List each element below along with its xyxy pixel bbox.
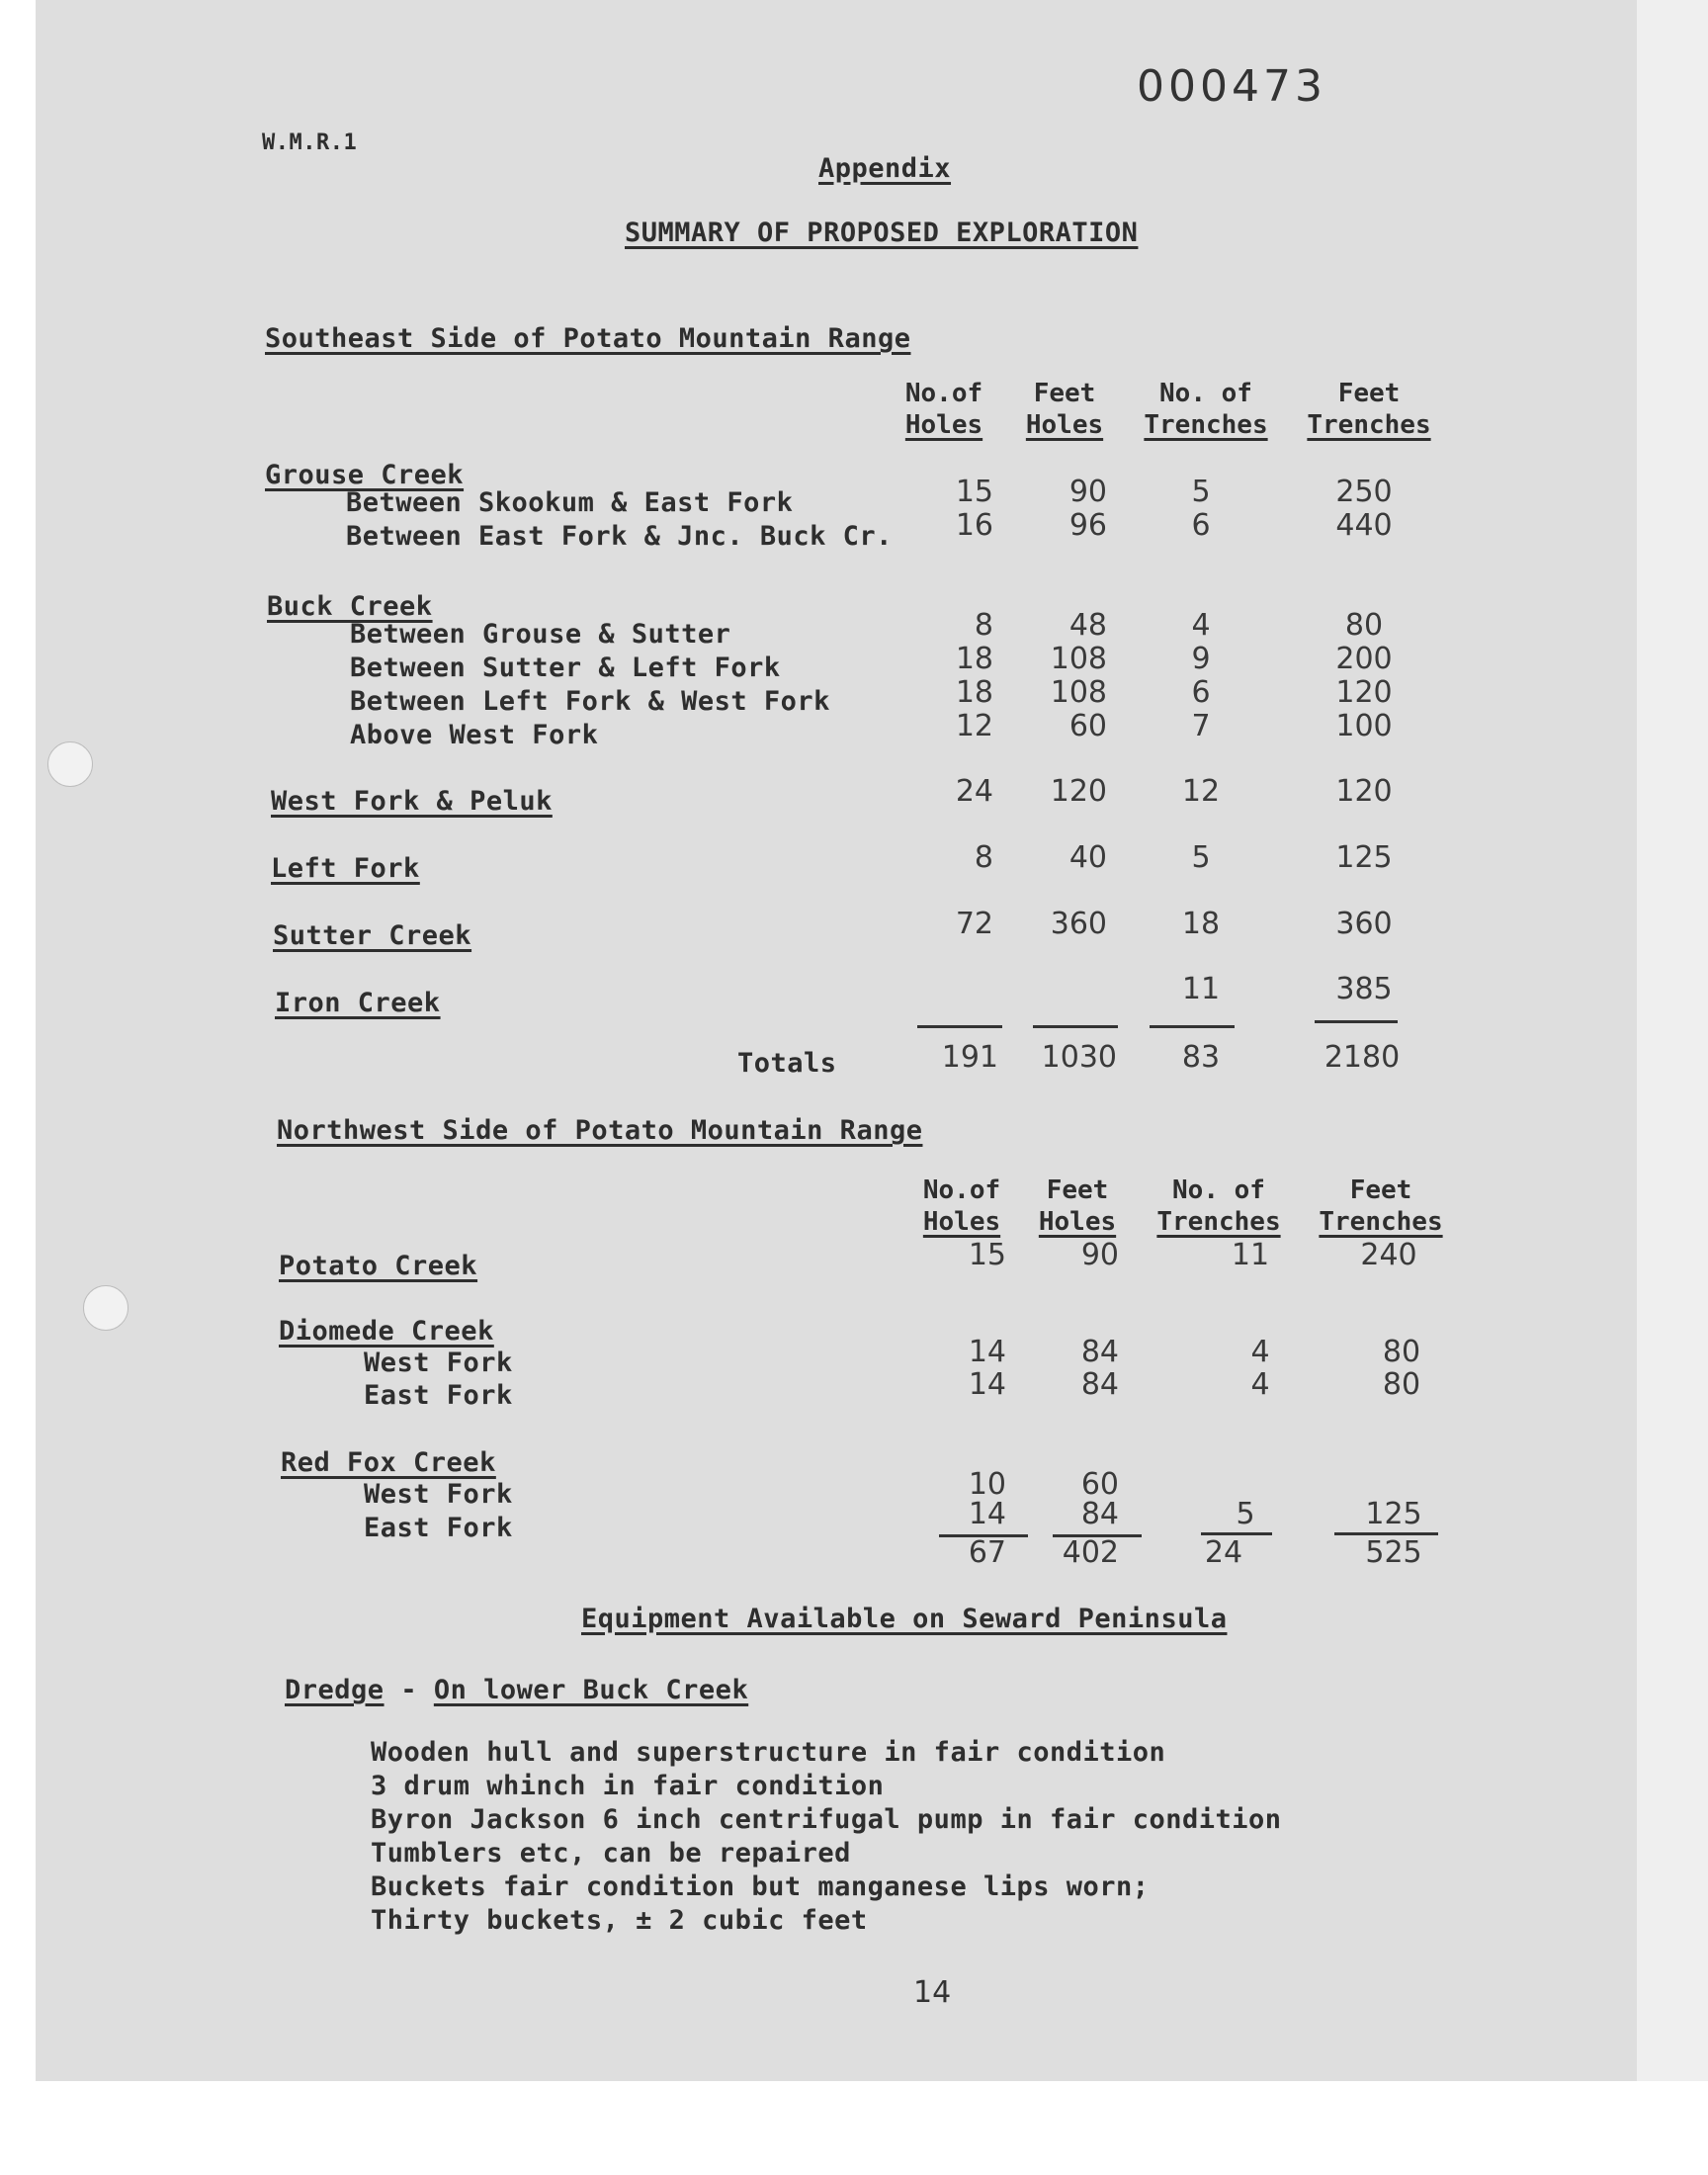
sum-rule — [1315, 1020, 1398, 1023]
se-col-holes-header: No.of Holes — [904, 379, 983, 440]
nw-col-feet-trenches-header: Feet Trenches — [1319, 1175, 1443, 1237]
row-label: Between Grouse & Sutter — [350, 619, 731, 650]
cell-feet-trenches: 125 — [1365, 1497, 1422, 1531]
cell-holes: 72 — [955, 907, 993, 941]
page-title: Appendix — [818, 153, 952, 184]
cell-trenches: 11 — [1181, 972, 1221, 1006]
cell-feet-holes: 84 — [1080, 1367, 1119, 1402]
dredge-dash: - — [400, 1675, 418, 1705]
cell-holes: 18 — [955, 675, 993, 710]
cell-feet-trenches: 240 — [1360, 1238, 1417, 1272]
cell-trenches: 5 — [1236, 1497, 1255, 1531]
cell-feet-holes: 108 — [1050, 642, 1107, 676]
cell-feet-holes: 90 — [1080, 1238, 1119, 1272]
group-iron-creek: Iron Creek — [275, 988, 441, 1018]
group-left-fork: Left Fork — [271, 853, 420, 884]
document-number: 000473 — [1137, 61, 1326, 112]
cell-feet-trenches: 80 — [1344, 608, 1384, 643]
total-feet-trenches: 2180 — [1324, 1040, 1401, 1075]
cell-feet-holes: 60 — [1080, 1467, 1119, 1502]
cell-holes: 16 — [955, 508, 993, 543]
cell-trenches: 5 — [1191, 475, 1211, 509]
cell-feet-holes: 84 — [1080, 1497, 1119, 1531]
se-col-feet-trenches-header: Feet Trenches — [1307, 379, 1431, 440]
cell-feet-holes: 108 — [1050, 675, 1107, 710]
cell-feet-trenches: 120 — [1335, 675, 1393, 710]
punch-hole-lower — [83, 1285, 128, 1331]
cell-holes: 14 — [968, 1335, 1006, 1369]
totals-label: Totals — [737, 1048, 837, 1079]
group-sutter-creek: Sutter Creek — [273, 920, 472, 951]
equipment-heading: Equipment Available on Seward Peninsula — [581, 1604, 1228, 1634]
equipment-line: Wooden hull and superstructure in fair condition — [371, 1737, 1166, 1768]
punch-hole-upper — [47, 741, 93, 787]
file-reference: W.M.R.1 — [262, 130, 358, 155]
cell-feet-trenches: 440 — [1335, 508, 1393, 543]
row-label: Between Left Fork & West Fork — [350, 686, 830, 717]
cell-trenches: 6 — [1191, 508, 1211, 543]
cell-trenches: 6 — [1191, 675, 1211, 710]
sum-rule — [1033, 1025, 1118, 1028]
cell-holes: 24 — [955, 774, 993, 809]
group-grouse-creek: Grouse Creek — [265, 460, 465, 490]
cell-holes: 15 — [955, 475, 993, 509]
row-label: West Fork — [364, 1348, 513, 1378]
cell-feet-trenches: 125 — [1335, 840, 1393, 875]
cell-holes: 14 — [968, 1367, 1006, 1402]
cell-holes: 12 — [955, 709, 993, 743]
group-buck-creek: Buck Creek — [267, 591, 433, 622]
nw-total-trenches: 24 — [1204, 1535, 1243, 1570]
equipment-line: Buckets fair condition but manganese lips worn; — [371, 1871, 1150, 1902]
cell-feet-holes: 96 — [1068, 508, 1107, 543]
dredge-label: Dredge — [285, 1675, 384, 1705]
group-diomede-creek: Diomede Creek — [279, 1316, 494, 1347]
cell-feet-trenches: 80 — [1382, 1335, 1421, 1369]
sum-rule — [1150, 1025, 1235, 1028]
cell-feet-trenches: 120 — [1335, 774, 1393, 809]
cell-feet-holes: 90 — [1068, 475, 1107, 509]
group-potato-creek: Potato Creek — [279, 1251, 478, 1281]
cell-feet-trenches: 385 — [1335, 972, 1393, 1006]
total-holes: 191 — [941, 1040, 998, 1075]
cell-holes: 8 — [974, 840, 993, 875]
group-red-fox-creek: Red Fox Creek — [281, 1447, 496, 1478]
cell-trenches: 9 — [1191, 642, 1211, 676]
total-feet-holes: 1030 — [1041, 1040, 1117, 1075]
northwest-heading: Northwest Side of Potato Mountain Range — [277, 1115, 923, 1146]
cell-trenches: 4 — [1250, 1367, 1270, 1402]
row-label: Between East Fork & Jnc. Buck Cr. — [346, 521, 893, 552]
cell-trenches: 4 — [1191, 608, 1211, 643]
cell-holes: 14 — [968, 1497, 1006, 1531]
cell-feet-trenches: 360 — [1335, 907, 1393, 941]
page-subtitle: SUMMARY OF PROPOSED EXPLORATION — [625, 218, 1139, 248]
cell-holes: 8 — [974, 608, 993, 643]
scan-margin — [1637, 0, 1708, 2081]
cell-feet-trenches: 200 — [1335, 642, 1393, 676]
nw-col-holes-header: No.of Holes — [922, 1175, 1001, 1237]
row-label: East Fork — [364, 1513, 513, 1543]
row-label: Between Skookum & East Fork — [346, 487, 794, 518]
nw-total-feet-trenches: 525 — [1365, 1535, 1422, 1570]
row-label: Above West Fork — [350, 720, 599, 750]
equipment-line: Tumblers etc, can be repaired — [371, 1838, 851, 1869]
group-west-fork-peluk: West Fork & Peluk — [271, 786, 553, 817]
se-col-feet-holes-header: Feet Holes — [1025, 379, 1104, 440]
se-col-trenches-header: No. of Trenches — [1144, 379, 1268, 440]
row-label: Between Sutter & Left Fork — [350, 652, 781, 683]
cell-holes: 15 — [968, 1238, 1006, 1272]
cell-feet-holes: 84 — [1080, 1335, 1119, 1369]
equipment-line: Thirty buckets, ± 2 cubic feet — [371, 1905, 868, 1936]
cell-feet-holes: 40 — [1068, 840, 1107, 875]
equipment-line: Byron Jackson 6 inch centrifugal pump in fair condition — [371, 1804, 1282, 1835]
cell-feet-trenches: 250 — [1335, 475, 1393, 509]
cell-feet-holes: 120 — [1050, 774, 1107, 809]
cell-trenches: 12 — [1181, 774, 1221, 809]
nw-col-feet-holes-header: Feet Holes — [1038, 1175, 1117, 1237]
page-number: 14 — [913, 1975, 952, 2010]
total-trenches: 83 — [1181, 1040, 1221, 1075]
southeast-heading: Southeast Side of Potato Mountain Range — [265, 323, 911, 354]
cell-trenches: 4 — [1250, 1335, 1270, 1369]
equipment-line: 3 drum whinch in fair condition — [371, 1771, 885, 1801]
cell-trenches: 7 — [1191, 709, 1211, 743]
cell-feet-holes: 48 — [1068, 608, 1107, 643]
cell-feet-holes: 360 — [1050, 907, 1107, 941]
cell-trenches: 11 — [1231, 1238, 1270, 1272]
cell-trenches: 18 — [1181, 907, 1221, 941]
row-label: East Fork — [364, 1380, 513, 1411]
dredge-line — [285, 1675, 748, 1705]
nw-col-trenches-header: No. of Trenches — [1156, 1175, 1281, 1237]
cell-holes: 10 — [968, 1467, 1006, 1502]
sum-rule — [917, 1025, 1002, 1028]
nw-total-holes: 67 — [968, 1535, 1006, 1570]
cell-feet-trenches: 80 — [1382, 1367, 1421, 1402]
nw-total-feet-holes: 402 — [1062, 1535, 1119, 1570]
cell-feet-holes: 60 — [1068, 709, 1107, 743]
row-label: West Fork — [364, 1479, 513, 1510]
cell-holes: 18 — [955, 642, 993, 676]
cell-trenches: 5 — [1191, 840, 1211, 875]
cell-feet-trenches: 100 — [1335, 709, 1393, 743]
dredge-location: On lower Buck Creek — [433, 1675, 749, 1705]
